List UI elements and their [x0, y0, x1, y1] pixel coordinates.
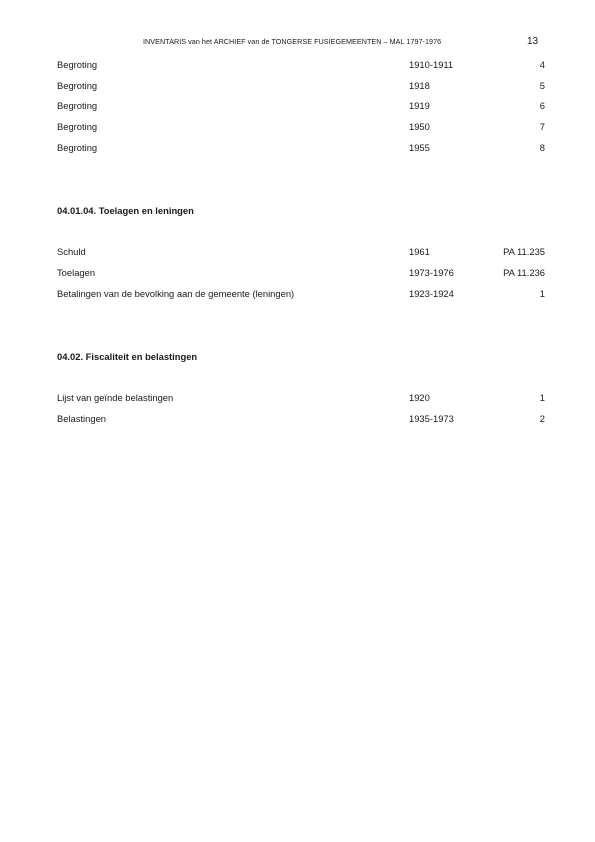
- row-date: 1950: [409, 121, 430, 132]
- row-date: 1935-1973: [409, 413, 454, 424]
- table-row: [57, 288, 545, 302]
- row-date: 1955: [409, 142, 430, 153]
- row-number: 6: [539, 100, 545, 111]
- table-row: [57, 392, 545, 406]
- row-description: Schuld: [57, 246, 86, 257]
- row-number: 7: [539, 121, 545, 132]
- table-row: [57, 121, 545, 135]
- row-number: PA 11.236: [503, 267, 545, 278]
- row-number: 4: [539, 59, 545, 70]
- page-number: 13: [527, 36, 539, 47]
- row-description: Lijst van geïnde belastingen: [57, 392, 174, 403]
- table-row: [57, 80, 545, 94]
- row-date: 1923-1924: [409, 288, 454, 299]
- section-heading: 04.01.04. Toelagen en leningen: [57, 205, 194, 216]
- table-row: [57, 413, 545, 427]
- row-number: 1: [539, 288, 545, 299]
- row-description: Begroting: [57, 121, 98, 132]
- row-date: 1910-1911: [409, 59, 454, 70]
- table-row: [57, 246, 545, 260]
- row-description: Betalingen van de bevolking aan de gemeente (leningen): [57, 288, 295, 299]
- row-date: 1920: [409, 392, 430, 403]
- table-row: [57, 59, 545, 73]
- row-number: PA 11.235: [503, 246, 545, 257]
- table-row: [57, 267, 545, 281]
- row-description: Begroting: [57, 142, 98, 153]
- row-number: 2: [539, 413, 545, 424]
- row-date: 1961: [409, 246, 430, 257]
- row-date: 1973-1976: [409, 267, 454, 278]
- table-row: [57, 142, 545, 156]
- row-number: 5: [539, 80, 545, 91]
- row-number: 8: [539, 142, 545, 153]
- row-description: Belastingen: [57, 413, 106, 424]
- row-description: Begroting: [57, 59, 98, 70]
- row-date: 1918: [409, 80, 430, 91]
- row-description: Begroting: [57, 80, 98, 91]
- section-heading: 04.02. Fiscaliteit en belastingen: [57, 351, 198, 362]
- row-date: 1919: [409, 100, 430, 111]
- header-title: INVENTARIS van het ARCHIEF van de TONGERSE FUSIEGEMEENTEN – MAL 1797-1976: [143, 37, 442, 46]
- table-row: [57, 100, 545, 114]
- row-description: Begroting: [57, 100, 98, 111]
- row-description: Toelagen: [57, 267, 96, 278]
- row-number: 1: [539, 392, 545, 403]
